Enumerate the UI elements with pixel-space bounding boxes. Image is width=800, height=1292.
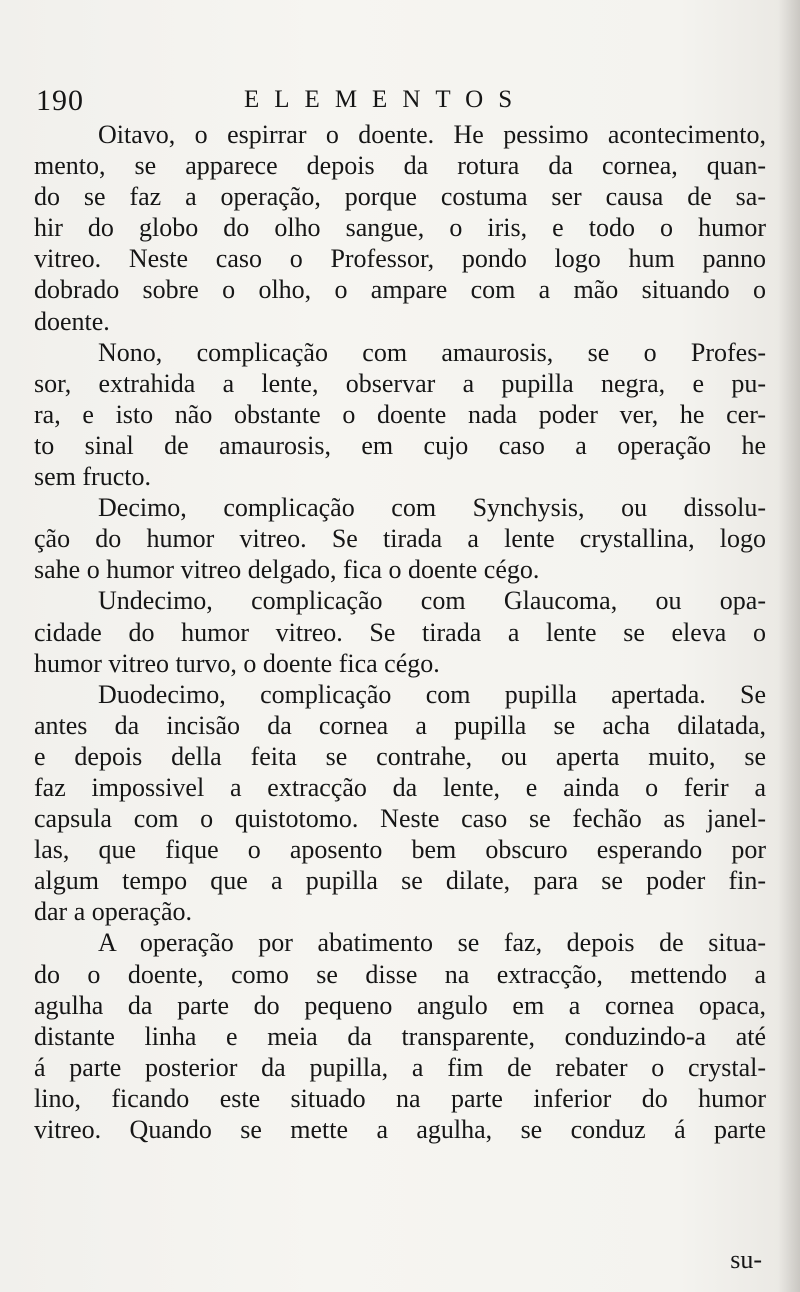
text-line: distante linha e meia da transparente, conduzindo-a até <box>34 1021 766 1051</box>
text-line: Undecimo, complicação com Glaucoma, ou opa- <box>98 586 766 616</box>
text-line: ção do humor vitreo. Se tirada a lente crystallina, logo <box>34 524 766 554</box>
text-line: doente. <box>34 306 110 336</box>
page-number: 190 <box>36 84 84 117</box>
text-line: á parte posterior da pupilla, a fim de rebater o crystal- <box>34 1052 766 1082</box>
text-line: capsula com o quistotomo. Neste caso se fechão as janel- <box>34 804 766 834</box>
text-line: agulha da parte do pequeno angulo em a cornea opaca, <box>34 990 766 1020</box>
text-line: sor, extrahida a lente, observar a pupilla negra, e pu- <box>34 368 766 398</box>
text-line: cidade do humor vitreo. Se tirada a lente se eleva o <box>34 617 766 647</box>
text-line: vitreo. Quando se mette a agulha, se conduz á parte <box>34 1115 766 1144</box>
text-line: Duodecimo, complicação com pupilla apertada. Se <box>98 679 766 709</box>
text-line: vitreo. Neste caso o Professor, pondo logo hum panno <box>34 244 766 274</box>
text-line: do se faz a operação, porque costuma ser causa de sa- <box>34 182 766 212</box>
text-line: humor vitreo turvo, o doente fica cégo. <box>34 648 440 678</box>
body-text <box>34 119 766 1145</box>
text-line: lino, ficando este situado na parte inferior do humor <box>34 1083 766 1113</box>
text-line: Nono, complicação com amaurosis, se o Profes- <box>98 337 766 367</box>
text-line: ra, e isto não obstante o doente nada poder ver, he cer- <box>34 399 766 429</box>
text-line: Decimo, complicação com Synchysis, ou dissolu- <box>98 493 766 523</box>
text-line: sem fructo. <box>34 462 151 492</box>
text-line: A operação por abatimento se faz, depois de situa- <box>98 928 766 958</box>
text-line: dobrado sobre o olho, o ampare com a mão situando o <box>34 275 766 305</box>
text-line: dar a operação. <box>34 897 193 927</box>
text-line: mento, se apparece depois da rotura da cornea, quan- <box>34 151 766 181</box>
text-line: e depois della feita se contrahe, ou aperta muito, se <box>34 741 766 771</box>
text-line: to sinal de amaurosis, em cujo caso a operação he <box>34 430 766 460</box>
text-line: sahe o humor vitreo delgado, fica o doente cégo. <box>34 555 540 585</box>
page-edge-shadow <box>778 0 800 1292</box>
running-title: ELEMENTOS <box>244 86 528 113</box>
text-line: hir do globo do olho sangue, o iris, e todo o humor <box>34 213 766 243</box>
page-header <box>36 82 736 122</box>
text-line: antes da incisão da cornea a pupilla se acha dilatada, <box>34 710 766 740</box>
text-line: algum tempo que a pupilla se dilate, para se poder fin- <box>34 866 766 896</box>
text-line: faz impossivel a extracção da lente, e ainda o ferir a <box>34 772 766 802</box>
text-line: las, que fique o aposento bem obscuro esperando por <box>34 835 766 865</box>
catchword: su- <box>730 1245 762 1274</box>
text-line: Oitavo, o espirrar o doente. He pessimo acontecimento, <box>98 120 766 149</box>
text-line: do o doente, como se disse na extracção, mettendo a <box>34 959 766 989</box>
